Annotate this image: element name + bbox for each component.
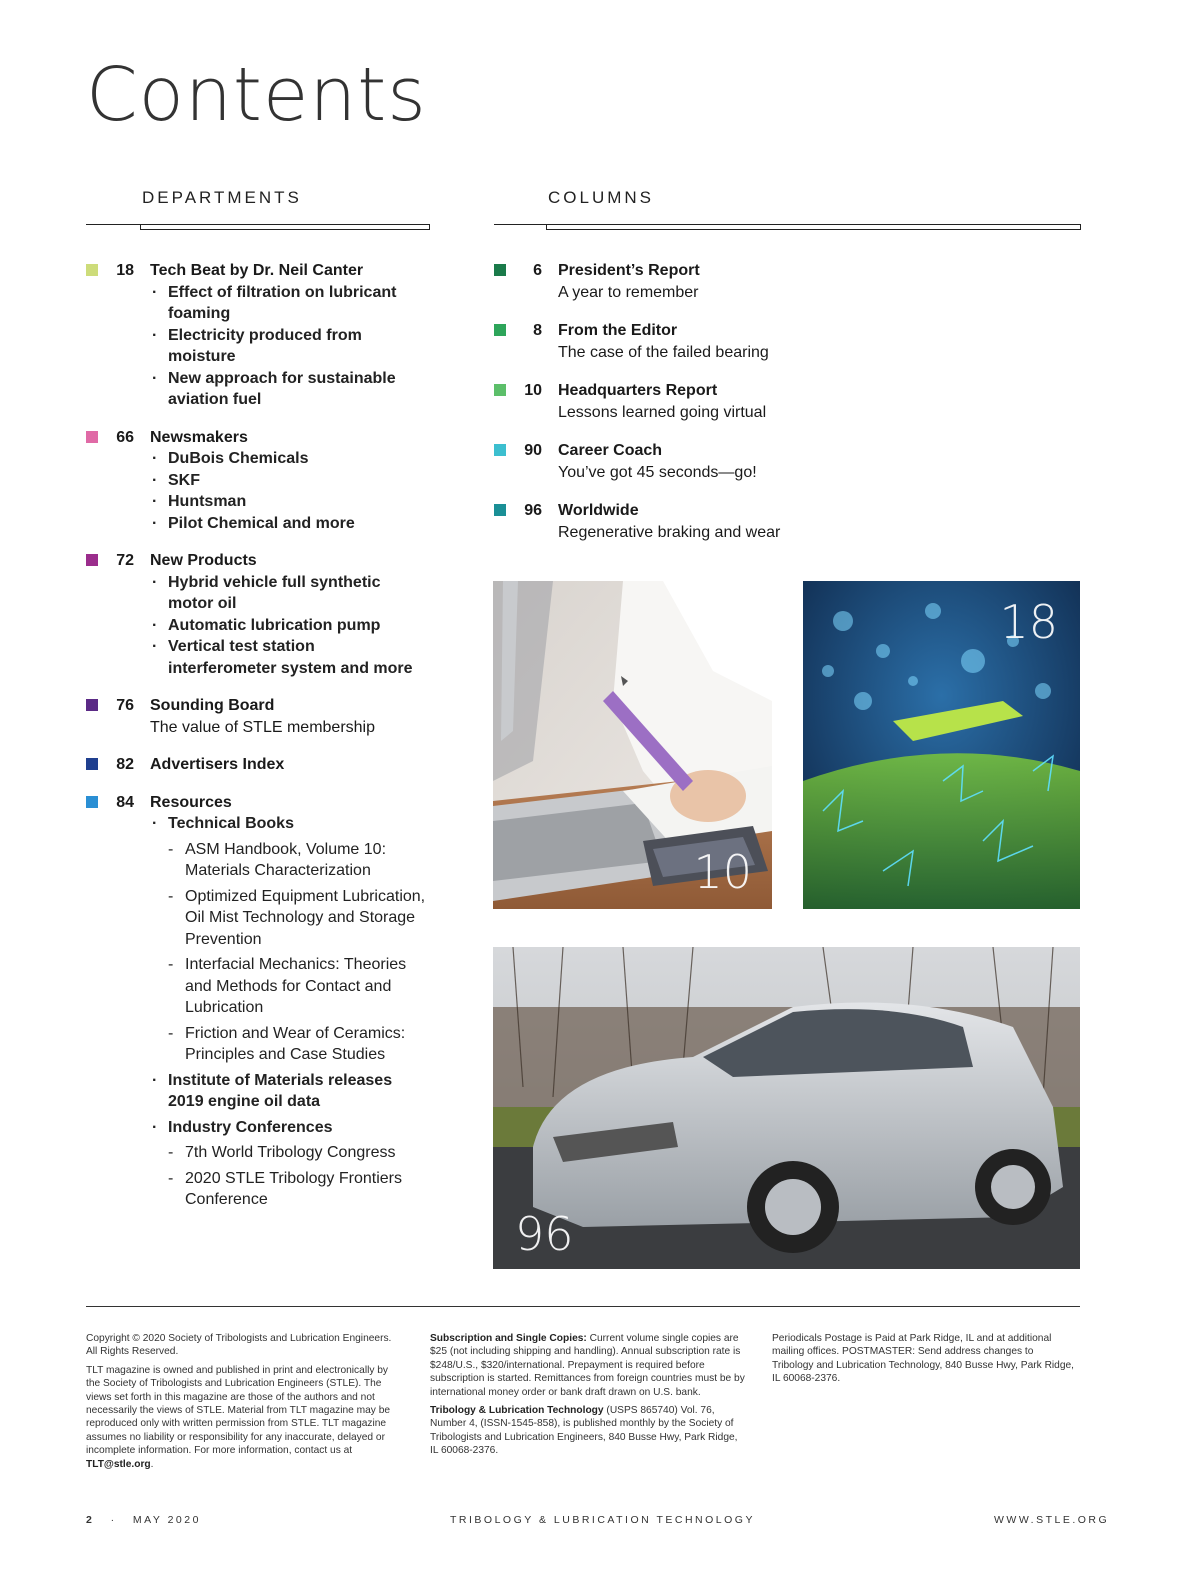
issue-date: MAY 2020 [132,1514,201,1526]
car-illustration [493,947,1080,1269]
color-marker [494,504,506,516]
entry-title: Sounding Board [150,697,275,714]
toc-entry-newsmakers[interactable] [86,427,426,535]
page-number: 8 [533,322,542,339]
contact-email-link[interactable]: TLT@stle.org [86,1458,151,1470]
toc-entry-tech-beat[interactable] [86,260,426,411]
photo-car[interactable] [493,947,1080,1269]
publication-name: TRIBOLOGY & LUBRICATION TECHNOLOGY [450,1514,755,1526]
postage-text: Periodicals Postage is Paid at Park Ridge, IL and at additional mailing offices. POSTMASTER: Send address changes to Tribology and Lubrication Technology, 840 Busse Hwy, Park Ridge, IL 60068-2376. [772,1333,1075,1385]
color-marker [86,758,98,770]
columns-rule [546,224,1081,230]
footer-rule [86,1306,1080,1307]
subscription-text: Current volume single copies are $25 (not including shipping and handling). Annual subscription rate is $248/U.S., $320/international. Prepayment is required before subscription is started. Remittances from foreign countries must be by international money order or bank draft drawn on U.S. bank. [430,1333,745,1398]
book-item: - Friction and Wear of Ceramics: Principles and Case Studies [168,1023,426,1066]
entry-subtitle: The value of STLE membership [150,718,375,736]
conference-item: - 7th World Tribology Congress [168,1142,426,1164]
departments-rule [140,224,430,230]
toc-entry-career-coach[interactable] [494,440,1084,483]
bullet-item: · Vertical test station interferometer system and more [150,636,426,679]
photo-page-number: 96 [515,1207,574,1261]
toc-entry-from-the-editor[interactable] [494,320,1084,363]
toc-entry-new-products[interactable] [86,550,426,679]
columns-heading: COLUMNS [548,188,655,207]
toc-entry-sounding-board[interactable] [86,695,426,738]
departments-heading: DEPARTMENTS [142,188,302,207]
copyright-text: Copyright © 2020 Society of Tribologists and Lubrication Engineers. All Rights Reserved. [86,1333,392,1358]
entry-title: Newsmakers [150,428,248,446]
entry-title: Advertisers Index [150,756,285,773]
bullet-item: · New approach for sustainable aviation fuel [150,368,426,411]
color-marker [494,264,506,276]
conference-item: - 2020 STLE Tribology Frontiers Conference [168,1168,426,1211]
entry-title: Resources [150,793,232,811]
subscription-label: Subscription and Single Copies: [430,1333,587,1344]
page-number: 18 [116,262,134,279]
toc-entry-resources[interactable] [86,792,426,1215]
entry-title: From the Editor [558,322,678,339]
book-item: - Interfacial Mechanics: Theories and Methods for Contact and Lubrication [168,954,426,1019]
bullet-item: · Automatic lubrication pump [150,615,426,637]
bullet-item: · Electricity produced from moisture [150,325,426,368]
entry-subtitle: Lessons learned going virtual [558,403,767,421]
bullet-label: Industry Conferences [168,1118,333,1136]
entry-subtitle: The case of the failed bearing [558,343,769,361]
photo-bubbles[interactable] [803,581,1080,909]
entry-title: Headquarters Report [558,382,718,399]
photo-page-number: 10 [693,845,752,899]
page-number: 66 [116,428,134,446]
departments-rule-left [86,224,142,225]
footer-postage [772,1332,1077,1391]
page-number: 76 [116,697,134,714]
color-marker [494,384,506,396]
bullet-item: · Pilot Chemical and more [150,513,355,535]
color-marker [86,699,98,711]
page-number: 84 [116,793,134,811]
bullet-item: · Hybrid vehicle full synthetic motor oil [150,572,426,615]
publication-text: (USPS 865740) Vol. 76, Number 4, (ISSN-1545-858), is published monthly by the Society of Tribologists and Lubrication Engineers, 840 Busse Hwy, Park Ridge, IL 60068-2376. [430,1405,738,1457]
color-marker [494,324,506,336]
publication-label: Tribology & Lubrication Technology [430,1405,604,1417]
entry-title: Career Coach [558,442,663,459]
columns-rule-left [494,224,548,225]
folio-page-number: 2 [86,1514,95,1526]
bullet-item [150,1117,426,1211]
bullet-label: Technical Books [168,815,294,832]
entry-subtitle: You’ve got 45 seconds—go! [558,463,757,481]
toc-entry-headquarters-report[interactable] [494,380,1084,423]
photo-writing[interactable] [493,581,772,909]
footer-subscription [430,1332,745,1463]
book-item: - ASM Handbook, Volume 10: Materials Characterization [168,839,426,882]
folio [86,1514,201,1526]
ownership-text: TLT magazine is owned and published in print and electronically by the Society of Tribologists and Lubrication Engineers (STLE). The views set forth in this magazine are those of the authors and not necessarily the views of STLE. Material from TLT magazine may be reproduced only with written permission from STLE. TLT magazine assumes no liability or responsibility for any inaccurate, delayed or incomplete information. For more information, contact us at [86,1364,391,1457]
folio-separator: · [110,1514,117,1526]
toc-entry-presidents-report[interactable] [494,260,1084,303]
color-marker [86,554,98,566]
footer-copyright: Copyright © 2020 Society of Tribologists and Lubrication Engineers. All Rights Reserved. TLT magazine is owned and published in print and electronically by the Society of Tribologists and Lubrication Engineers (STLE). The views set forth in this magazine are those of the authors and not necessarily the views of STLE. Material from TLT magazine may be reproduced only with written permission from STLE. TLT magazine assumes no liability or responsibility for any inaccurate, delayed or incomplete information. For more information, contact us at TLT@stle.org. [86,1332,401,1476]
bullet-item: · Institute of Materials releases 2019 engine oil data [150,1070,426,1113]
toc-entry-advertisers-index[interactable] [86,754,426,776]
departments-list [86,260,426,1231]
page-number: 72 [116,552,134,569]
color-marker [494,444,506,456]
entry-title: President’s Report [558,262,700,279]
entry-subtitle: A year to remember [558,283,699,301]
entry-title: New Products [150,552,257,569]
page-number: 10 [524,382,542,399]
page-title: Contents [86,52,427,138]
toc-entry-worldwide[interactable] [494,500,1084,543]
page-number: 6 [533,262,542,279]
bullet-item [150,813,426,1066]
bullet-item: · SKF [150,470,355,492]
bullet-item: · Effect of filtration on lubricant foaming [150,282,426,325]
page-number: 82 [116,756,134,773]
page-number: 96 [524,502,542,519]
website-link[interactable]: WWW.STLE.ORG [994,1514,1110,1526]
entry-subtitle: Regenerative braking and wear [558,523,781,541]
page-number: 90 [524,442,542,459]
color-marker [86,796,98,808]
bullet-item: · DuBois Chemicals [150,448,355,470]
columns-list [494,260,1084,559]
photo-page-number: 18 [999,595,1058,649]
entry-title: Tech Beat by Dr. Neil Canter [150,262,364,279]
color-marker [86,264,98,276]
bullet-item: · Huntsman [150,491,355,513]
color-marker [86,431,98,443]
book-item: - Optimized Equipment Lubrication, Oil Mist Technology and Storage Prevention [168,886,426,951]
entry-title: Worldwide [558,502,639,519]
